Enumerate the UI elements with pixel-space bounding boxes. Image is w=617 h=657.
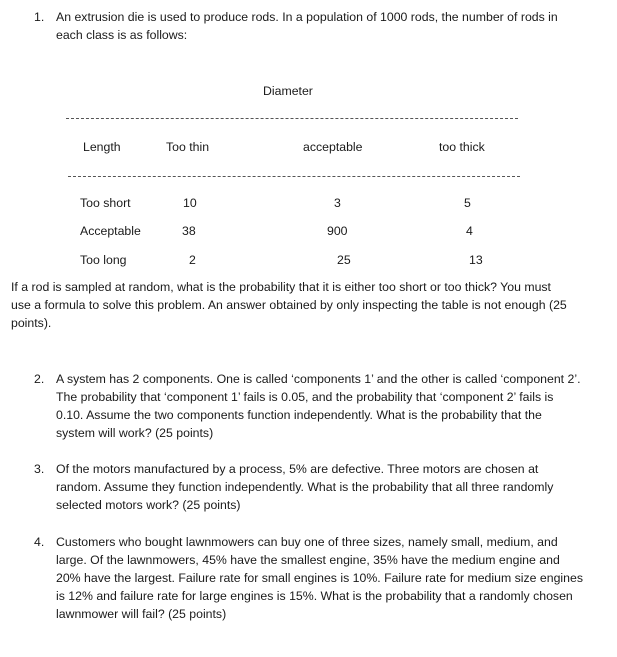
question-4-line: Customers who bought lawnmowers can buy one of three sizes, namely small, medium, and [56,535,558,549]
question-1-prompt-line-3: points). [11,316,52,330]
question-1-prompt-line-2: use a formula to solve this problem. An answer obtained by only inspecting the table is not enough (25 [11,298,567,312]
column-header-too-thick: too thick [439,140,485,154]
question-4-line: large. Of the lawnmowers, 45% have the smallest engine, 35% have the medium engine and [56,553,560,567]
question-1-intro-line-2: each class is as follows: [56,28,188,42]
column-header-too-thin: Too thin [166,140,210,154]
table-group-header: Diameter [263,84,313,98]
question-3-line: Of the motors manufactured by a process, 5% are defective. Three motors are chosen at [56,462,539,476]
table-cell: 13 [469,253,483,267]
table-cell: 25 [337,253,351,267]
table-cell: 10 [183,196,197,210]
question-1-number: 1. [34,10,45,24]
question-4-line: is 12% and failure rate for large engines is 15%. What is the probability that a randomly chosen [56,589,573,603]
table-divider-top [66,118,518,119]
row-label-too-short: Too short [80,196,131,210]
table-cell: 4 [466,224,473,238]
question-3-line: random. Assume they function independently. What is the probability that all three randomly [56,480,554,494]
table-cell: 3 [334,196,341,210]
question-4-line: 20% have the largest. Failure rate for small engines is 10%. Failure rate for medium size engines [56,571,583,585]
column-header-length: Length [83,140,121,154]
row-label-acceptable: Acceptable [80,224,141,238]
question-2-line: A system has 2 components. One is called ‘components 1’ and the other is called ‘component 2’. [56,372,581,386]
table-cell: 38 [182,224,196,238]
table-divider-bottom [68,176,520,177]
question-2-line: The probability that ‘component 1’ fails is 0.05, and the probability that ‘component 2’ fails is [56,390,554,404]
question-2-line: system will work? (25 points) [56,426,214,440]
question-1-prompt-line-1: If a rod is sampled at random, what is the probability that it is either too short or too thick? You must [11,280,551,294]
question-2-number: 2. [34,372,45,386]
question-1-intro-line-1: An extrusion die is used to produce rods. In a population of 1000 rods, the number of rods in [56,10,558,24]
row-label-too-long: Too long [80,253,127,267]
column-header-acceptable: acceptable [303,140,363,154]
table-cell: 5 [464,196,471,210]
question-2-line: 0.10. Assume the two components function independently. What is the probability that the [56,408,542,422]
question-4-line: lawnmower will fail? (25 points) [56,607,227,621]
question-3-number: 3. [34,462,45,476]
table-cell: 900 [327,224,348,238]
question-4-number: 4. [34,535,45,549]
question-3-line: selected motors work? (25 points) [56,498,241,512]
table-cell: 2 [189,253,196,267]
